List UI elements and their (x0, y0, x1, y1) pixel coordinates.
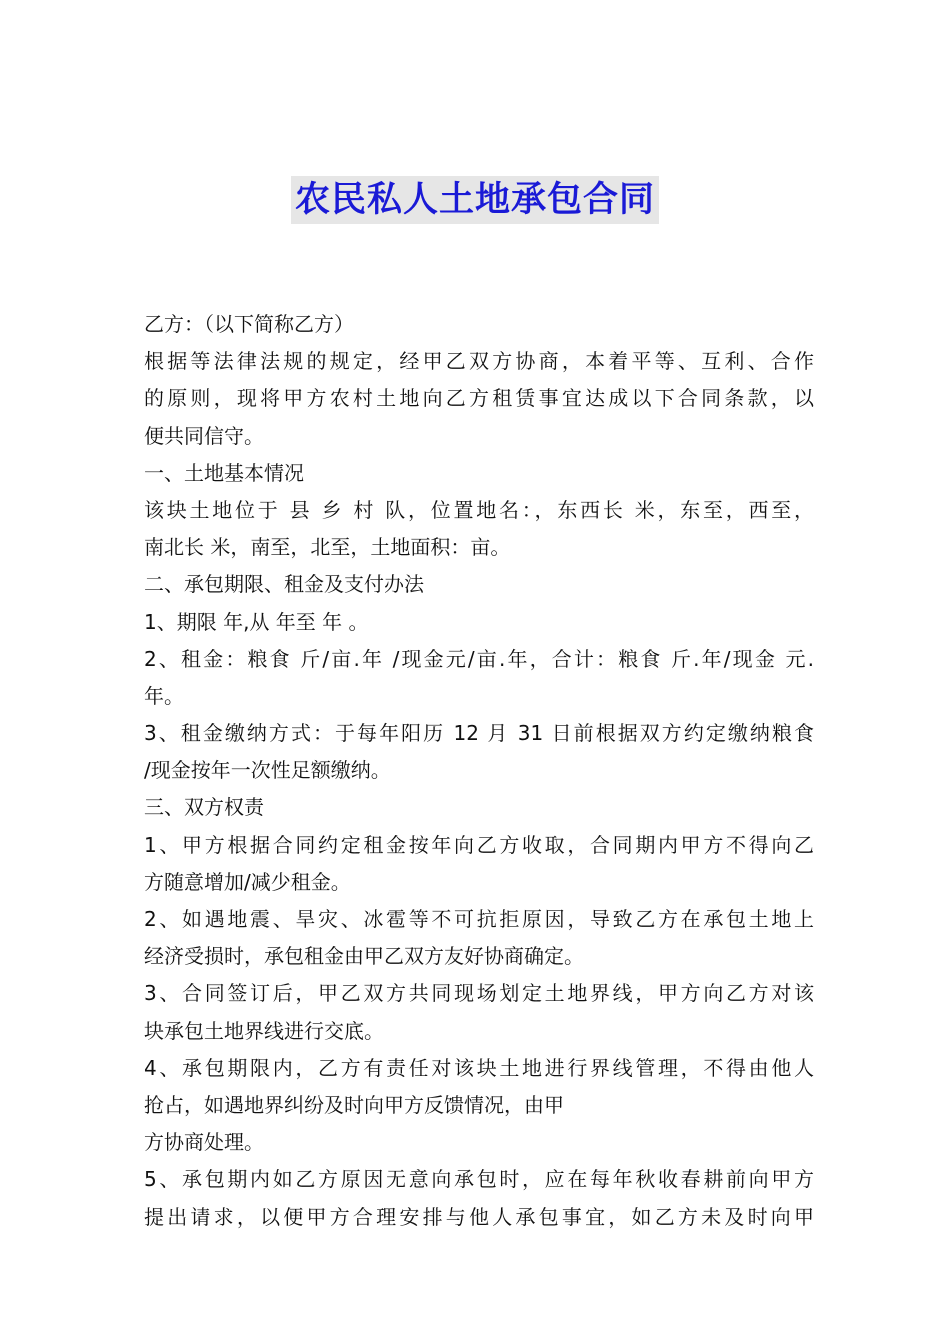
document-body (144, 306, 814, 1236)
paragraph-line: 1、期限 年,从 年至 年 。 (144, 609, 369, 634)
paragraph-line: 4、承包期限内，乙方有责任对该块土地进行界线管理，不得由他人 (144, 1055, 814, 1080)
paragraph-line: 抢占，如遇地界纠纷及时向甲方反馈情况，由甲 (144, 1092, 564, 1117)
paragraph-line: 方随意增加/减少租金。 (144, 869, 351, 894)
section-heading: 一、土地基本情况 (144, 460, 304, 485)
document-title: 农民私人土地承包合同 (291, 176, 659, 224)
paragraph-line: 经济受损时，承包租金由甲乙双方友好协商确定。 (144, 944, 584, 969)
section-heading: 三、双方权责 (144, 795, 264, 820)
paragraph-line: 的原则，现将甲方农村土地向乙方租赁事宜达成以下合同条款，以 (144, 386, 814, 411)
section-heading: 二、承包期限、租金及支付办法 (144, 572, 424, 597)
paragraph-line: 2、如遇地震、旱灾、冰雹等不可抗拒原因，导致乙方在承包土地上 (144, 907, 814, 931)
paragraph-line: 南北长 米，南至，北至，土地面积：亩。 (144, 535, 511, 560)
paragraph-line: 提出请求，以便甲方合理安排与他人承包事宜，如乙方未及时向甲 (144, 1204, 814, 1229)
paragraph-line: 根据等法律法规的规定，经甲乙双方协商，本着平等、互利、合作 (144, 349, 814, 374)
paragraph-line: 该块土地位于 县 乡 村 队，位置地名：，东西长 米，东至，西至， (144, 497, 814, 522)
paragraph-line: 5、承包期内如乙方原因无意向承包时，应在每年秋收春耕前向甲方 (144, 1167, 814, 1192)
paragraph-line: 方协商处理。 (144, 1130, 264, 1155)
paragraph-line: 块承包土地界线进行交底。 (144, 1018, 384, 1043)
paragraph-line: 便共同信守。 (144, 423, 264, 448)
paragraph-line: 3、租金缴纳方式：于每年阳历 12 月 31 日前根据双方约定缴纳粮食 (144, 721, 814, 746)
paragraph-line: 乙方：（以下简称乙方） (144, 312, 354, 336)
title-area (0, 176, 950, 224)
paragraph-line: 2、租金：粮食 斤/亩.年 /现金元/亩.年，合计：粮食 斤.年/现金 元. (144, 646, 814, 671)
paragraph-line: 3、合同签订后，甲乙双方共同现场划定土地界线，甲方向乙方对该 (144, 981, 814, 1006)
paragraph-line: /现金按年一次性足额缴纳。 (144, 758, 391, 783)
paragraph-line: 1、甲方根据合同约定租金按年向乙方收取，合同期内甲方不得向乙 (144, 832, 814, 857)
paragraph-line: 年。 (144, 683, 184, 708)
